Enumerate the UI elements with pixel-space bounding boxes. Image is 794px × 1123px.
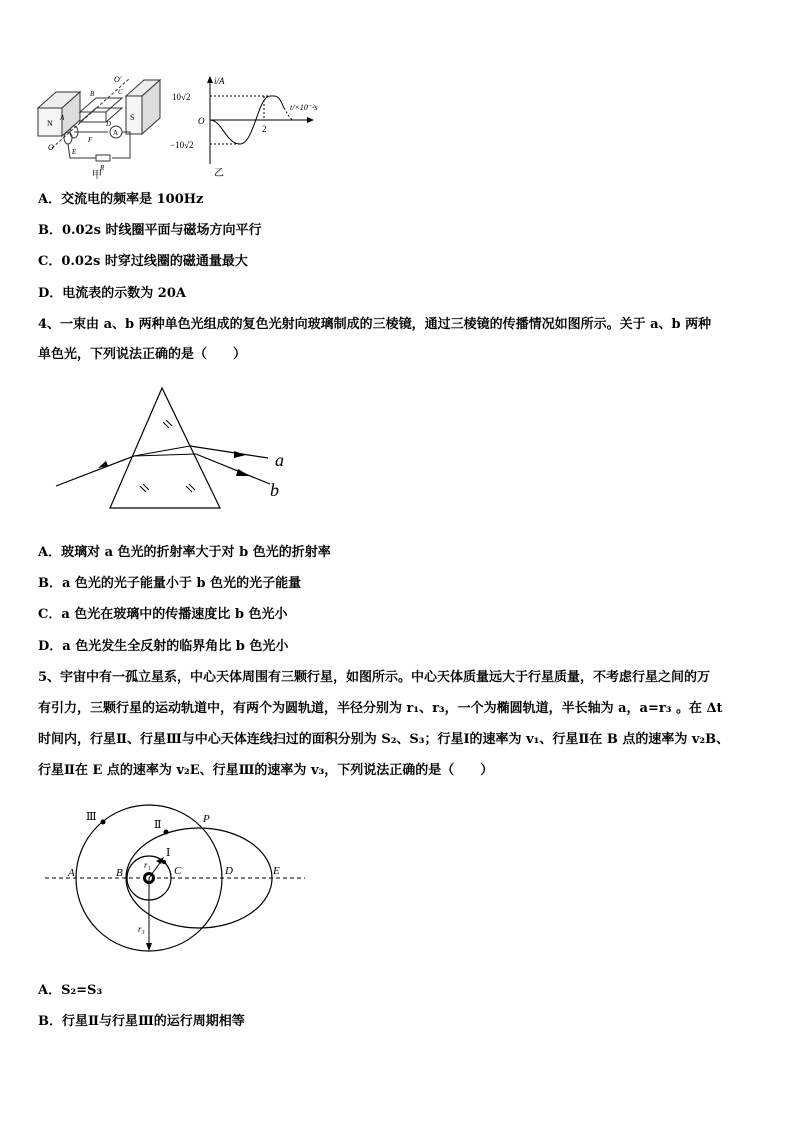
point-a-label: A: [68, 867, 75, 879]
current-time-graph: [170, 74, 340, 180]
point-e-label: E: [273, 865, 280, 877]
point-d-label: D: [106, 120, 112, 128]
q3-option-c: C．0.02s 时穿过线圈的磁通量最大: [38, 254, 248, 269]
axis-o1-label: O': [114, 75, 122, 84]
point-b-label: B: [116, 867, 123, 879]
point-b-label: B: [90, 90, 95, 98]
magnet-n-label: N: [47, 119, 53, 128]
point-a-label: A: [60, 114, 65, 122]
point-c-label: C: [118, 88, 123, 96]
planet-i-label: Ⅰ: [166, 847, 171, 859]
q5-option-a: A．S₂=S₃: [38, 983, 103, 998]
origin-label: O: [198, 116, 205, 126]
ray-b-label: b: [270, 480, 279, 500]
q5-stem-line4: 行星Ⅱ在 E 点的速率为 v₂E、行星Ⅲ的速率为 v₃，下列说法正确的是（ ）: [38, 763, 494, 778]
q4-option-b: B．a 色光的光子能量小于 b 色光的光子能量: [38, 576, 302, 591]
planet-ii-label: Ⅱ: [154, 819, 162, 831]
x-tick-label: 2: [262, 124, 267, 134]
point-c-label: C: [174, 865, 182, 877]
q3-option-b: B．0.02s 时线圈平面与磁场方向平行: [38, 223, 262, 238]
axis-o-label: O: [48, 143, 54, 152]
q3-option-a: A．交流电的频率是 100Hz: [38, 192, 204, 207]
q4-option-c: C．a 色光在玻璃中的传播速度比 b 色光小: [38, 607, 288, 622]
r3-label: r₃: [138, 924, 145, 934]
ray-a-label: a: [275, 450, 284, 470]
generator-figure: [30, 70, 170, 180]
q5-stem-line3: 时间内，行星Ⅱ、行星Ⅲ与中心天体连线扫过的面积分别为 S₂、S₃；行星Ⅰ的速率为 v₁、行星Ⅱ在 B 点的速率为 v₂B、: [38, 732, 730, 747]
prism-figure: [50, 380, 300, 520]
orbits-figure: [40, 800, 310, 960]
q5-stem-line1: 5、宇宙中有一孤立星系，中心天体周围有三颗行星，如图所示。中心天体质量远大于行星质量，不考虑行星之间的万: [38, 670, 711, 685]
q5-stem-line2: 有引力，三颗行星的运动轨道中，有两个为圆轨道，半径分别为 r₁、r₃，一个为椭圆轨道，半长轴为 a，a=r₃ 。在 Δt: [38, 701, 723, 716]
x-axis-label: t/×10⁻²s: [290, 103, 318, 112]
y-min-label: −10√2: [170, 140, 194, 150]
resistor-r-label: R: [100, 164, 105, 172]
q3-option-d: D．电流表的示数为 20A: [38, 286, 186, 301]
y-axis-label: i/A: [214, 76, 225, 86]
r1-label: r₁: [144, 860, 151, 870]
point-f-label: F: [88, 136, 93, 144]
q4-stem-line2: 单色光，下列说法正确的是（ ）: [38, 347, 247, 362]
q4-option-d: D．a 色光发生全反射的临界角比 b 色光小: [38, 639, 289, 654]
q4-option-a: A．玻璃对 a 色光的折射率大于对 b 色光的折射率: [38, 545, 331, 560]
point-p-label: P: [203, 813, 210, 825]
q5-option-b: B．行星Ⅱ与行星Ⅲ的运行周期相等: [38, 1014, 245, 1029]
point-e-label: E: [72, 148, 77, 156]
q4-stem-line1: 4、一束由 a、b 两种单色光组成的复色光射向玻璃制成的三棱镜，通过三棱镜的传播情况如图所示。关于 a、b 两种: [38, 317, 712, 332]
planet-iii-label: Ⅲ: [86, 811, 97, 823]
magnet-s-label: S: [130, 113, 135, 122]
fig-yi-caption: 乙: [214, 168, 224, 179]
point-d-label: D: [225, 865, 233, 877]
ammeter-label: A: [113, 129, 119, 137]
y-max-label: 10√2: [172, 92, 191, 102]
fig-jia-caption: 甲: [92, 170, 102, 180]
